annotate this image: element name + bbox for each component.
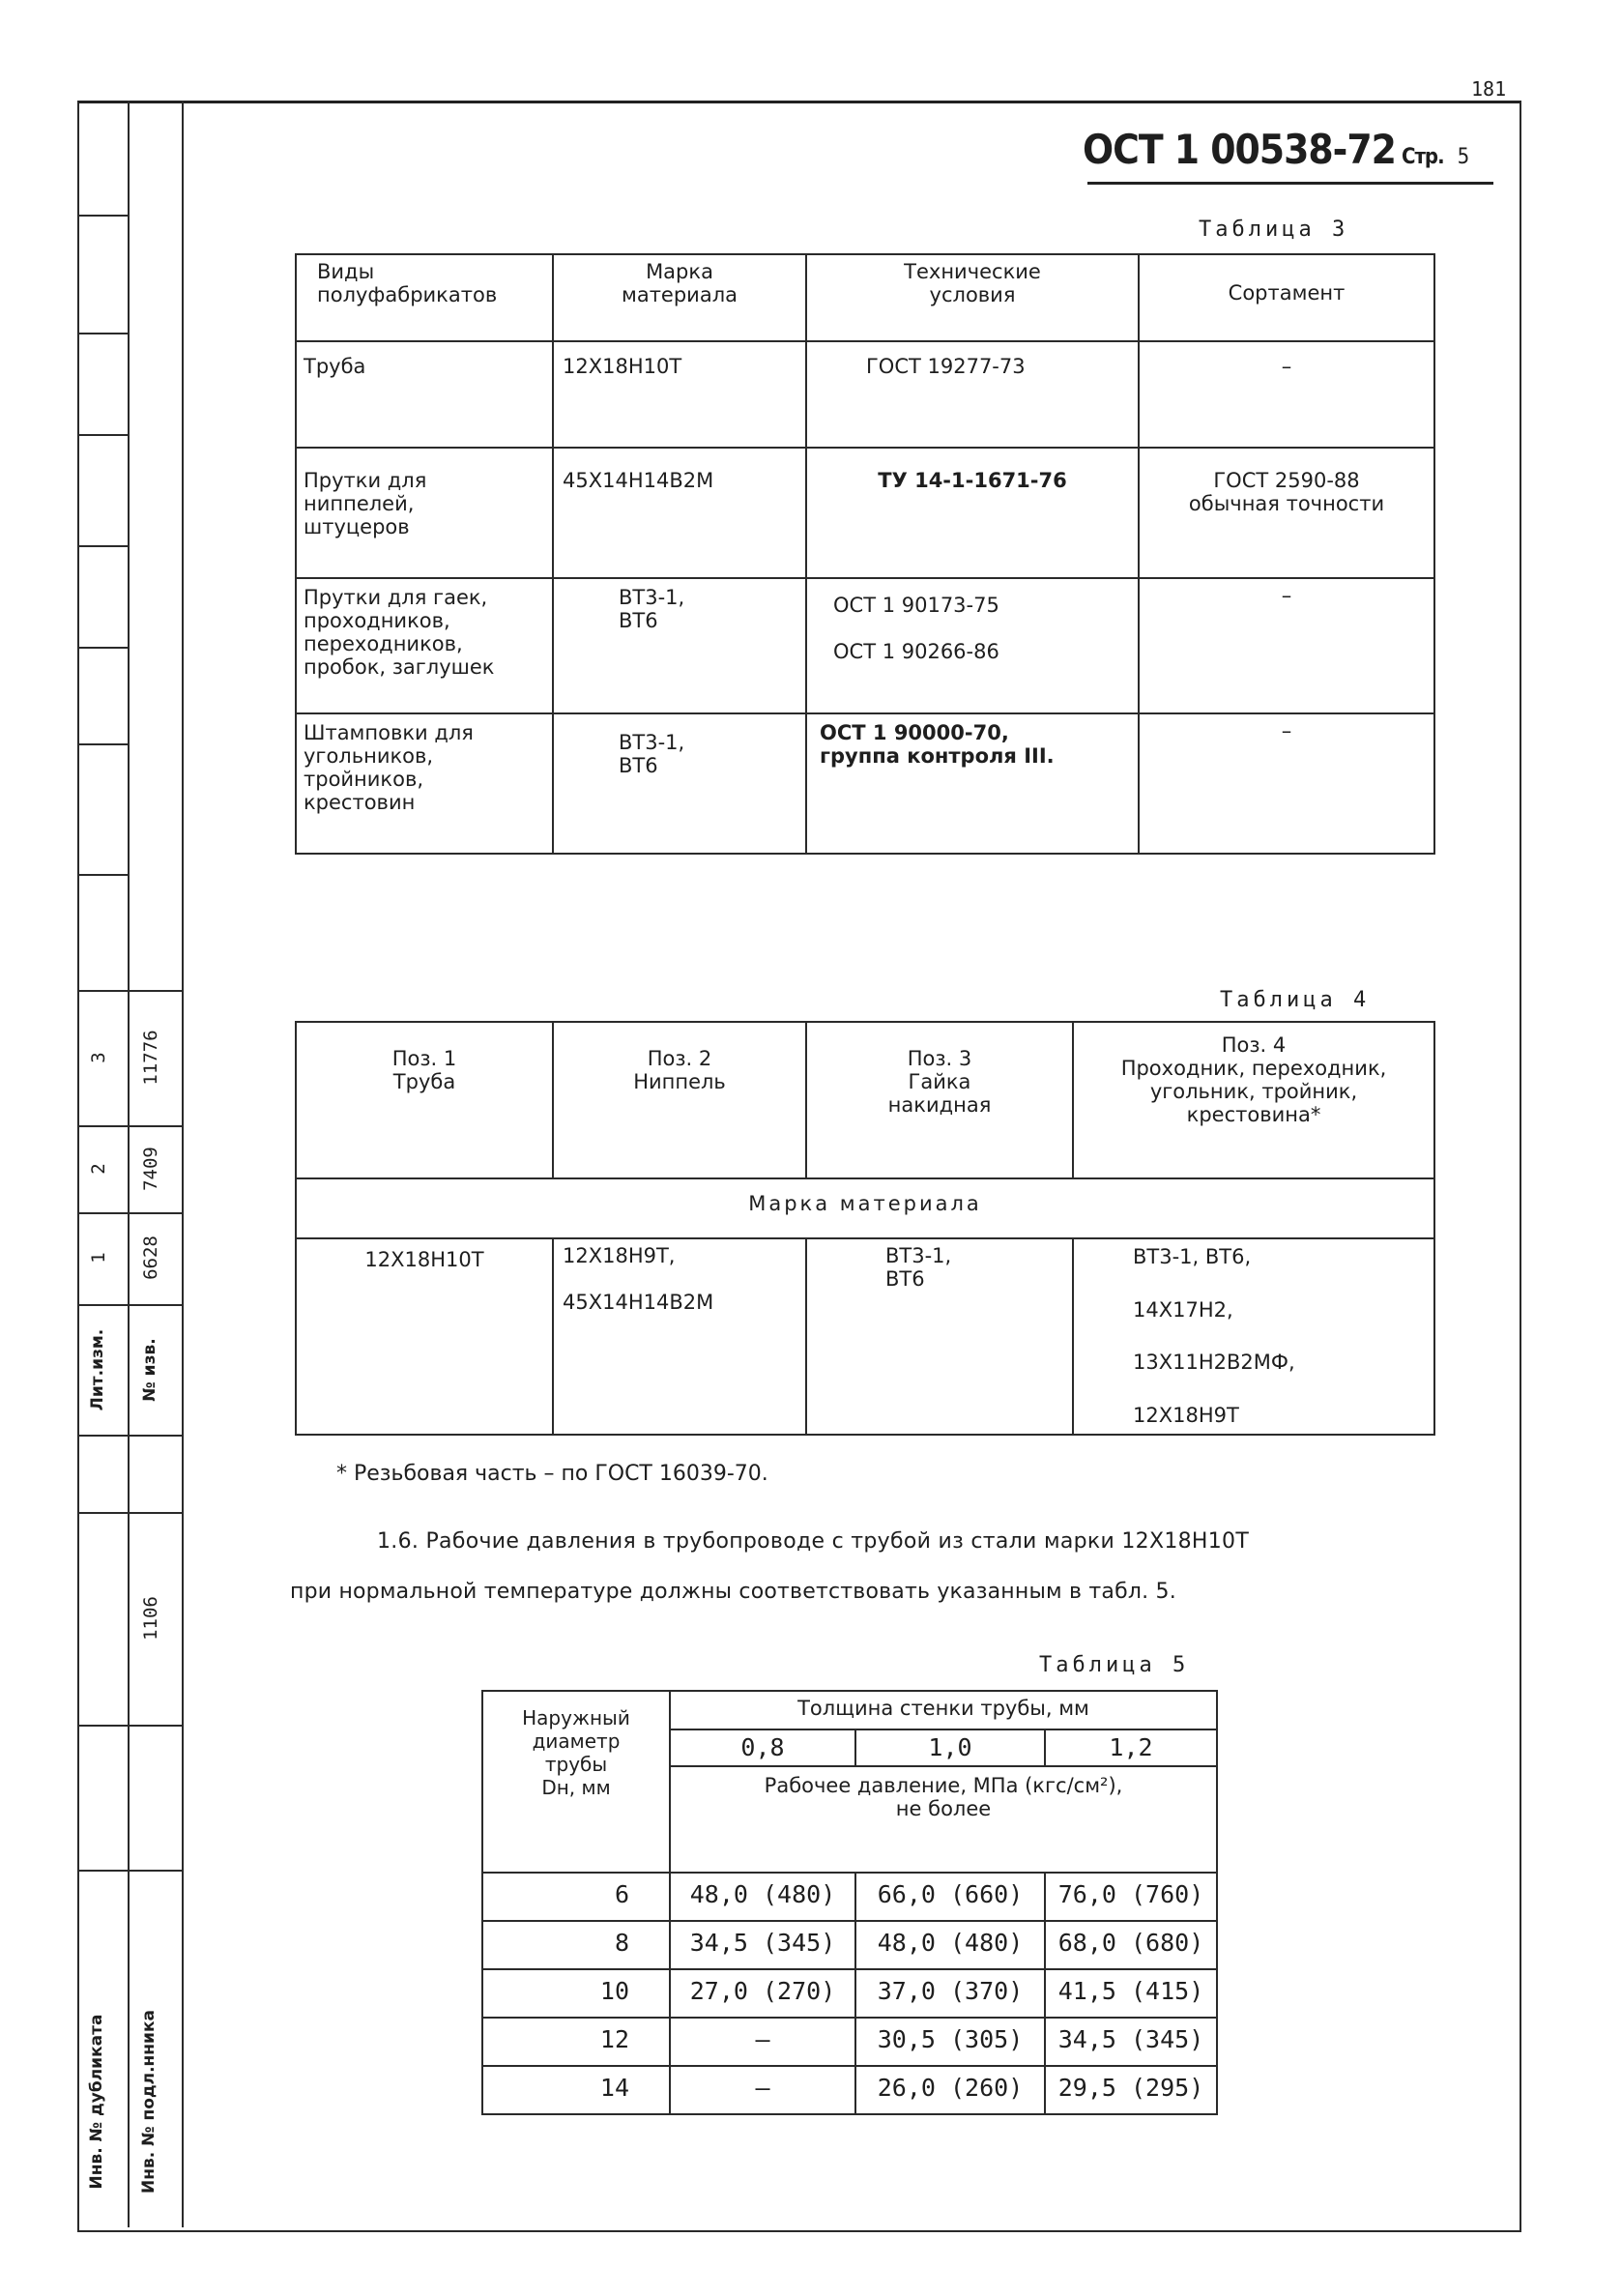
t3-cell: – bbox=[1281, 719, 1292, 742]
t5-cell: – bbox=[755, 2025, 770, 2053]
t5-cell: – bbox=[755, 2074, 770, 2102]
t3-cell: – bbox=[1281, 355, 1292, 378]
table-row bbox=[296, 713, 1434, 854]
t3-cell: Прутки для ниппелей, штуцеров bbox=[304, 469, 427, 538]
document-header bbox=[1083, 126, 1468, 173]
page-number: 181 bbox=[1471, 77, 1507, 101]
lit-change-label: Лит.изм. bbox=[88, 1328, 107, 1411]
t5-cell: 34,5 (345) bbox=[1057, 2025, 1204, 2053]
footnote: * Резьбовая часть – по ГОСТ 16039-70. bbox=[336, 1462, 768, 1486]
t5-cell: 8 bbox=[614, 1929, 629, 1957]
t3-cell: ВТ3-1, ВТ6 bbox=[619, 731, 685, 777]
t4-cell: 12Х18Н10Т bbox=[364, 1248, 484, 1271]
t3-cell: Труба bbox=[304, 355, 366, 378]
table4-caption: Таблица 4 bbox=[1220, 988, 1371, 1012]
table-row bbox=[482, 2018, 1217, 2066]
table-row bbox=[296, 1238, 1434, 1435]
table-5 bbox=[481, 1690, 1218, 2115]
t3-cell: ГОСТ 19277-73 bbox=[866, 355, 1026, 378]
t3-header-assortment: Сортамент bbox=[1228, 281, 1346, 305]
t5-cell: 76,0 (760) bbox=[1057, 1880, 1204, 1908]
t3-header-conditions: Технические условия bbox=[904, 260, 1041, 306]
t3-cell: 45Х14Н14В2М bbox=[563, 469, 714, 492]
t5-cell: 26,0 (260) bbox=[877, 2074, 1024, 2102]
t4-cell: 12Х18Н9Т, 45Х14Н14В2М bbox=[563, 1244, 714, 1314]
t3-cell: ОСТ 1 90173-75 ОСТ 1 90266-86 bbox=[833, 594, 999, 663]
t5-diameter-header: Наружный диаметр трубы Dн, мм bbox=[522, 1706, 630, 1799]
t3-cell: ОСТ 1 90000-70, группа контроля III. bbox=[820, 721, 1055, 768]
table-row bbox=[296, 341, 1434, 448]
table-row bbox=[482, 1921, 1217, 1969]
t5-cell: 66,0 (660) bbox=[877, 1880, 1024, 1908]
document-code: ОСТ 1 00538-72 bbox=[1083, 126, 1396, 173]
t3-cell: 12Х18Н10Т bbox=[563, 355, 682, 378]
t5-cell: 68,0 (680) bbox=[1057, 1929, 1204, 1957]
t5-pressure-header: Рабочее давление, МПа (кгс/см²), не более bbox=[764, 1774, 1123, 1820]
t3-cell: ТУ 14-1-1671-76 bbox=[878, 469, 1067, 492]
t4-header-pos4: Поз. 4 Проходник, переходник, угольник, тройник, крестовина* bbox=[1120, 1033, 1387, 1126]
inv-original-label: Инв. № подл.нника bbox=[139, 2010, 159, 2194]
t5-cell: 12 bbox=[599, 2025, 629, 2053]
t3-cell: ГОСТ 2590-88 обычная точности bbox=[1188, 469, 1385, 515]
table-4 bbox=[295, 1021, 1435, 1436]
t5-thickness-1: 1,0 bbox=[928, 1733, 972, 1761]
t4-header-pos2: Поз. 2 Ниппель bbox=[633, 1047, 726, 1093]
t3-cell: ВТ3-1, ВТ6 bbox=[619, 586, 685, 632]
t5-cell: 48,0 (480) bbox=[877, 1929, 1024, 1957]
table-row bbox=[482, 2066, 1217, 2114]
t4-span-label: Марка материала bbox=[748, 1192, 982, 1215]
doc-number-1: 6628 bbox=[140, 1235, 161, 1280]
t5-cell: 6 bbox=[614, 1880, 629, 1908]
t5-cell: 34,5 (345) bbox=[689, 1929, 836, 1957]
paragraph-line-1: 1.6. Рабочие давления в трубопроводе с трубой из стали марки 12Х18Н10Т bbox=[377, 1529, 1250, 1554]
t4-cell: ВТ3-1, ВТ6 bbox=[885, 1244, 952, 1291]
t5-cell: 29,5 (295) bbox=[1057, 2074, 1204, 2102]
t5-thickness-0: 0,8 bbox=[740, 1733, 785, 1761]
t5-cell: 14 bbox=[599, 2074, 629, 2102]
header-page-number: 5 bbox=[1457, 145, 1469, 169]
t4-cell: ВТ3-1, ВТ6, 14Х17Н2, 13Х11Н2В2МФ, 12Х18Н9Т bbox=[1133, 1245, 1295, 1427]
t5-cell: 48,0 (480) bbox=[689, 1880, 836, 1908]
t5-thickness-2: 1,2 bbox=[1109, 1733, 1153, 1761]
t3-header-forms: Виды полуфабрикатов bbox=[317, 260, 498, 306]
table-row bbox=[296, 448, 1434, 578]
t3-cell: Штамповки для угольников, тройников, крестовин bbox=[304, 721, 474, 814]
header-underline bbox=[1087, 182, 1493, 185]
change-number-3: 3 bbox=[88, 1052, 109, 1063]
t5-cell: 10 bbox=[599, 1977, 629, 2005]
t5-thickness-header: Толщина стенки трубы, мм bbox=[797, 1697, 1089, 1720]
t3-cell: – bbox=[1281, 584, 1292, 607]
t3-cell: Прутки для гаек, проходников, переходников, пробок, заглушек bbox=[304, 586, 495, 679]
t3-header-grade: Марка материала bbox=[621, 260, 738, 306]
change-number-1: 1 bbox=[88, 1252, 109, 1264]
doc-number-3: 11776 bbox=[140, 1030, 161, 1086]
t5-cell: 37,0 (370) bbox=[877, 1977, 1024, 2005]
side-strip bbox=[77, 101, 184, 2227]
doc-number-2: 7409 bbox=[140, 1147, 161, 1191]
inv-duplicate-label: Инв. № дубликата bbox=[87, 2014, 106, 2190]
table-row bbox=[296, 578, 1434, 713]
t5-cell: 41,5 (415) bbox=[1057, 1977, 1204, 2005]
t5-cell: 30,5 (305) bbox=[877, 2025, 1024, 2053]
doc-number-label: № изв. bbox=[140, 1338, 159, 1402]
table-row bbox=[482, 1969, 1217, 2018]
t4-header-pos3: Поз. 3 Гайка накидная bbox=[887, 1047, 992, 1117]
inventory-number: 1106 bbox=[140, 1596, 161, 1641]
page-label: Стр. bbox=[1401, 145, 1444, 169]
t5-cell: 27,0 (270) bbox=[689, 1977, 836, 2005]
table-3 bbox=[295, 253, 1435, 855]
table3-caption: Таблица 3 bbox=[1199, 218, 1349, 242]
change-number-2: 2 bbox=[88, 1163, 109, 1175]
paragraph-line-2: при нормальной температуре должны соответствовать указанным в табл. 5. bbox=[290, 1580, 1176, 1604]
t4-header-pos1: Поз. 1 Труба bbox=[391, 1047, 457, 1093]
table5-caption: Таблица 5 bbox=[1039, 1653, 1190, 1677]
table-row bbox=[482, 1873, 1217, 1921]
